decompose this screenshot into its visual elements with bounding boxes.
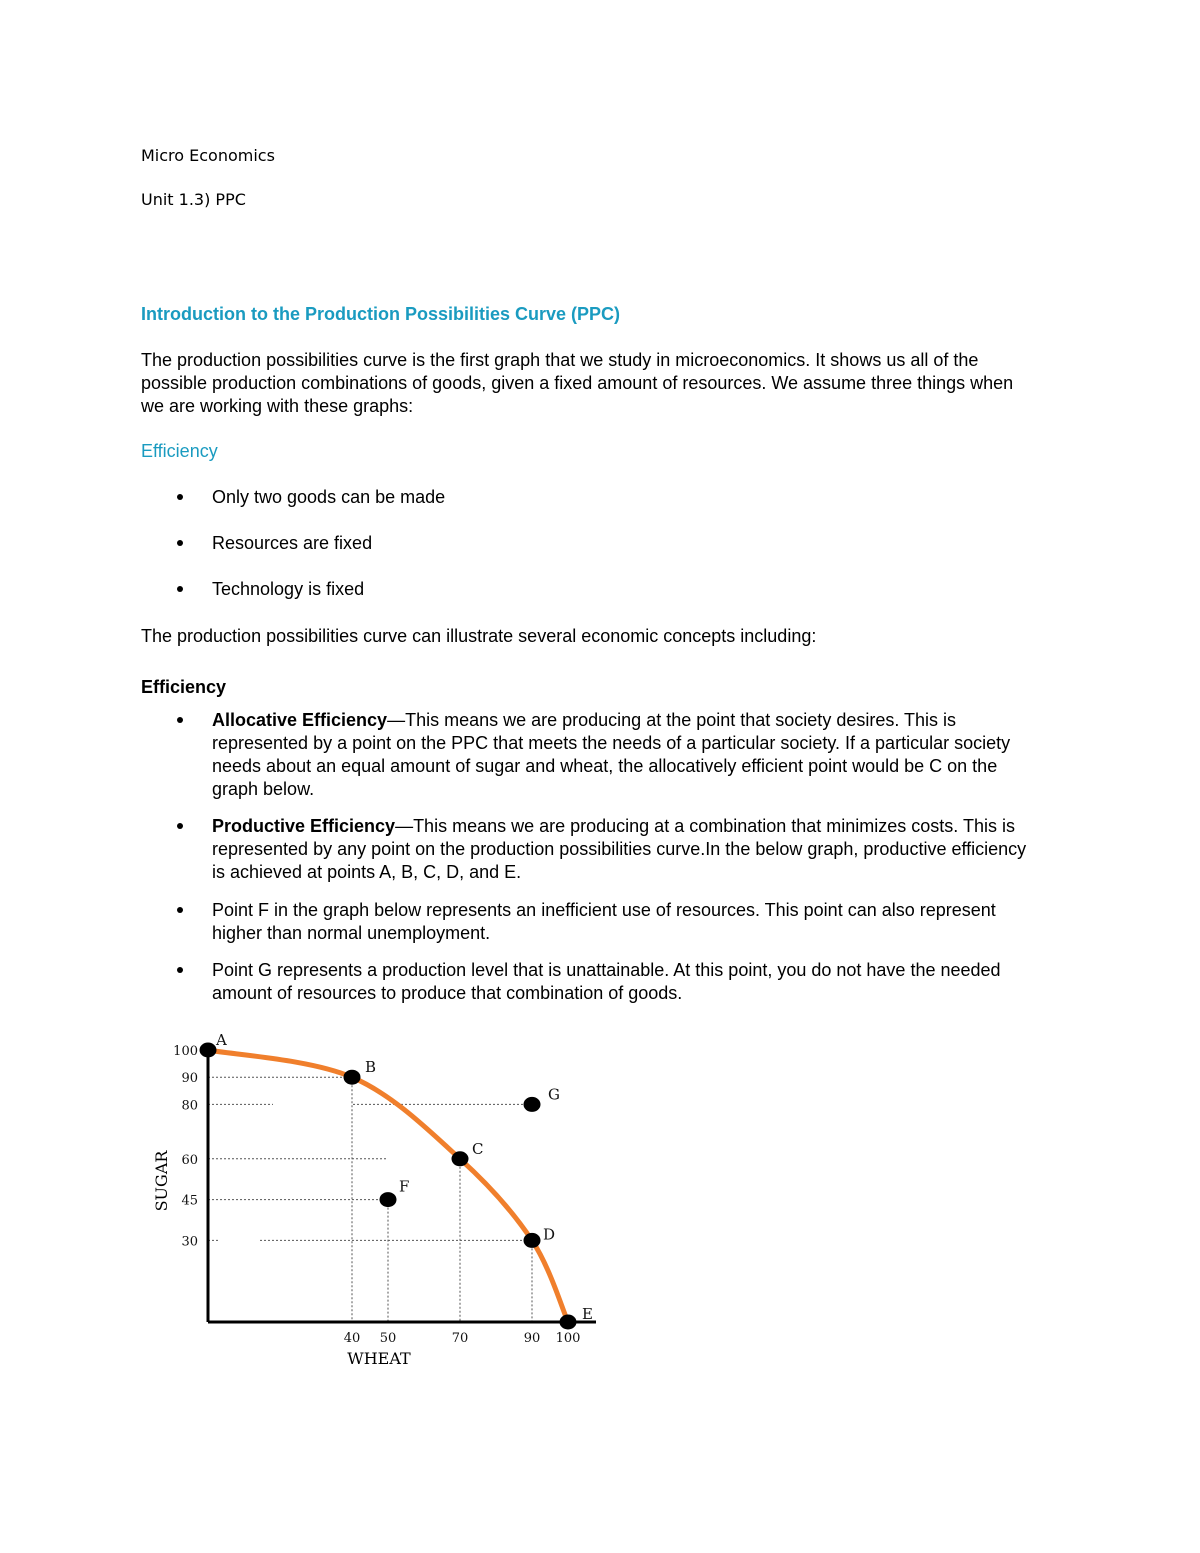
- bullet-icon: [177, 540, 183, 546]
- concept-line: amount of resources to produce that combination of goods.: [212, 983, 683, 1003]
- concept-line: needs about an equal amount of sugar and wheat, the allocatively efficient point would be C on the: [212, 756, 998, 776]
- point-e: [560, 1315, 577, 1330]
- concept-line: represented by a point on the PPC that meets the needs of a particular society. If a particular society: [212, 733, 1011, 753]
- concept-line: —This means we are producing at the point that society desires. This is: [387, 710, 957, 730]
- intro-line: we are working with these graphs:: [141, 396, 414, 416]
- unit-title: Unit 1.3) PPC: [141, 190, 246, 209]
- x-tick-label: 50: [379, 1331, 397, 1346]
- concept-line: graph below.: [212, 779, 315, 799]
- x-tick-label: 70: [451, 1331, 469, 1346]
- point-label-b: B: [365, 1058, 377, 1077]
- x-axis-label: WHEAT: [347, 1349, 411, 1368]
- concept-point-g: [212, 959, 1001, 1005]
- concept-line: higher than normal unemployment.: [212, 923, 491, 943]
- point-f: [380, 1192, 397, 1207]
- point-a: [200, 1043, 217, 1058]
- y-tick-label: 45: [181, 1193, 198, 1209]
- concept-point-f: [212, 899, 996, 945]
- course-title: Micro Economics: [141, 146, 275, 165]
- ppc-chart: [140, 1025, 610, 1375]
- bullet-icon: [177, 586, 183, 592]
- concept-term: Productive Efficiency: [212, 816, 396, 836]
- x-tick-label: 90: [523, 1331, 541, 1346]
- y-tick-label: 90: [181, 1071, 198, 1087]
- point-d: [524, 1233, 541, 1248]
- data-points: [200, 1031, 593, 1330]
- efficiency-subheading: Efficiency: [141, 441, 218, 461]
- point-label-e: E: [582, 1305, 593, 1323]
- point-label-f: F: [399, 1177, 410, 1196]
- y-tick-label: 100: [173, 1044, 198, 1059]
- bullet-icon: [177, 494, 183, 500]
- guide-lines: [208, 1077, 532, 1322]
- concepts-intro: The production possibilities curve can illustrate several economic concepts including:: [141, 626, 817, 646]
- y-tick-label: 30: [181, 1234, 198, 1250]
- assumption-item: Only two goods can be made: [212, 487, 446, 507]
- efficiency-heading: Efficiency: [141, 677, 227, 697]
- bullet-icon: [177, 907, 183, 913]
- section-title: Introduction to the Production Possibilities Curve (PPC): [141, 304, 621, 324]
- concept-term: Allocative Efficiency: [212, 710, 388, 730]
- assumption-item: Resources are fixed: [212, 533, 373, 553]
- point-label-a: A: [216, 1031, 227, 1049]
- bullet-icon: [177, 967, 183, 973]
- point-c: [452, 1151, 469, 1166]
- point-label-d: D: [543, 1225, 556, 1244]
- intro-paragraph: [141, 349, 1013, 418]
- intro-line: possible production combinations of goods, given a fixed amount of resources. We assume three things when: [141, 373, 1014, 393]
- y-axis-label: SUGAR: [152, 1150, 171, 1212]
- bullet-icon: [177, 823, 183, 829]
- concept-line: Point F in the graph below represents an inefficient use of resources. This point can also represent: [212, 900, 996, 920]
- concept-line: —This means we are producing at a combination that minimizes costs. This is: [395, 816, 1015, 836]
- intro-line: The production possibilities curve is the first graph that we study in microeconomics. It shows us all of the: [141, 350, 979, 370]
- y-tick-label: 80: [181, 1098, 198, 1114]
- y-tick-label: 60: [181, 1152, 198, 1168]
- concept-line: Point G represents a production level that is unattainable. At this point, you do not have the needed: [212, 960, 1001, 980]
- concept-line: is achieved at points A, B, C, D, and E.: [212, 862, 522, 882]
- assumption-item: Technology is fixed: [212, 579, 365, 599]
- bullet-icon: [177, 717, 183, 723]
- concept-line: represented by any point on the production possibilities curve.In the below graph, productive efficiency: [212, 839, 1027, 859]
- point-label-g: G: [548, 1085, 560, 1104]
- x-tick-label: 40: [343, 1331, 361, 1346]
- x-tick-label: 100: [555, 1331, 581, 1346]
- concept-productive: [212, 815, 1026, 884]
- point-b: [344, 1070, 361, 1085]
- point-label-c: C: [472, 1139, 484, 1158]
- point-g: [524, 1097, 541, 1112]
- concept-allocative: [212, 709, 1010, 801]
